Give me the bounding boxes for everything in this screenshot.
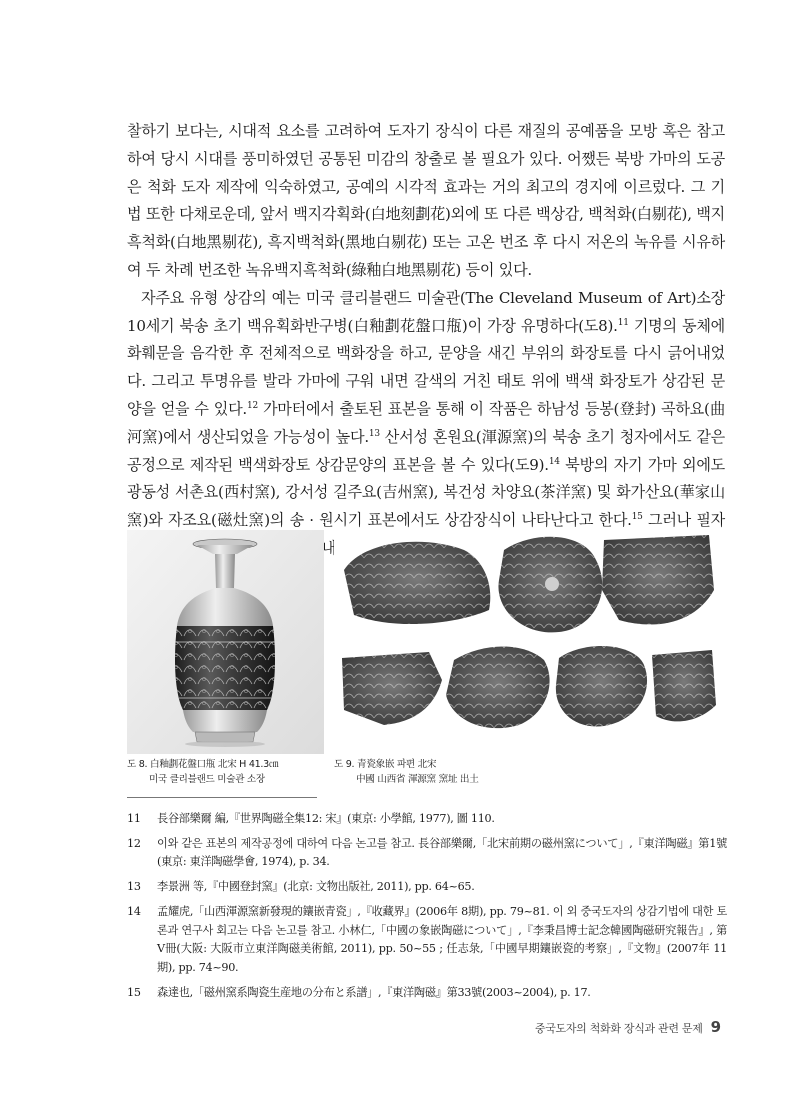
paragraph-text: 산서성 혼원요(渾源窯)의 북송 초기 청자에서도 같은 공정으로 제작된 백색화장토 상감문양의 표본을 볼 수 있다(도9).	[127, 427, 725, 474]
footnote-13	[127, 878, 727, 896]
paragraph-text: 기명의 동체에 화훼문을 음각한 후 전체적으로 백화장을 하고, 문양을 새긴 부위의 화장토를 다시 긁어내었다. 그리고 투명유를 발라 가마에 구워 내면 갈색의 거친 태토 위에 백색 화장토가 상감된 문양을 얻을 수 있다.	[127, 316, 725, 418]
running-title: 중국도자의 척화화 장식과 관련 문제	[534, 1022, 703, 1035]
footnote-text: 長谷部樂爾 編,『世界陶磁全集12: 宋』(東京: 小學館, 1977), 圖 110.	[157, 812, 495, 825]
figure-8-caption-line1: 도 8. 白釉劃花盤口甁 北宋 H 41.3㎝	[127, 759, 279, 770]
footnote-reference[interactable]: 15	[631, 512, 643, 523]
page-number: 9	[710, 1018, 721, 1036]
paragraph-text: 북방의 자기 가마 외에도 광동성 서촌요(西村窯), 강서성 길주요(吉州窯), 복건성 차양요(茶洋窯) 및 화가산요(華家山窯)와 자조요(磁灶窯)의 송 · 원시기 표본에서도 상감장식이 나타난다고 한다.	[127, 455, 725, 530]
footnote-reference[interactable]: 11	[617, 317, 629, 328]
figure-9-caption	[334, 757, 594, 787]
body-paragraph	[127, 285, 725, 563]
footnote-number: 11	[127, 812, 141, 825]
footnote-number: 15	[127, 985, 141, 999]
page-footer	[535, 1018, 721, 1036]
footnote-text: 이와 같은 표본의 제작공정에 대하여 다음 논고를 참고. 長谷部樂爾,「北宋前期の磁州窯について」,『東洋陶磁』第1號(東京: 東洋陶磁學會, 1974), p. 34.	[157, 837, 727, 869]
footnote-text: 孟耀虎,「山西渾源窯新發現的鑲嵌青瓷」,『收藏界』(2006年 8期), pp. 79~81. 이 외 중국도자의 상감기법에 대한 토론과 연구사 회고는 다음 논고를 참고. 小林仁,「中國の象嵌陶磁について」,『李秉昌博士記念韓國陶磁研究報告』, 第V冊(大阪: 大阪市立東洋陶磁美術館, 2011), pp. 50~55 ; 任志彔,「中國早期鑲嵌瓷的考察」,『文物』(2007年 11期), pp. 74~90.	[157, 905, 727, 974]
paragraph-text: 가마터에서 출토된 표본을 통해 이 작품은 하남성 등봉(登封) 곡하요(曲河窯)에서 생산되었을 가능성이 높다.	[127, 399, 725, 446]
body-text	[127, 118, 725, 563]
footnotes	[127, 810, 727, 1009]
paragraph-text: 그러나 필자	[647, 511, 725, 530]
footnote-15	[127, 984, 727, 1002]
vase-image	[127, 530, 324, 754]
footnote-number: 14	[127, 905, 141, 919]
paragraph-text: 찰하기 보다는, 시대적 요소를 고려하여 도자기 장식이 다른 재질의 공예품을 모방 혹은 참고하여 당시 시대를 풍미하였던 공통된 미감의 창출로 볼 필요가 있다. 어쨌든 북방 가마의 도공은 척화 도자 제작에 익숙하였고, 공예의 시각적 효과는 거의 최고의 경지에 이르렀다. 그 기법 또한 다채로운데, 앞서 백지각획화(白地刻劃花)외에 또 다른 백상감, 백척화(白剔花), 백지흑척화(白地黑剔花), 흑지백척화(黑地白剔花) 또는 고온 번조 후 다시 저온의 녹유를 시유하여 두 차례 번조한 녹유백지흑척화(綠釉白地黑剔花) 등이 있다.	[127, 122, 725, 279]
paragraph-text: 자주요 유형 상감의 예는 미국 클리블랜드 미술관(The Cleveland Museum of Art)소장 10세기 북송 초기 백유획화반구병(白釉劃花盤口甁)이 가장 유명하다(도8).	[127, 288, 725, 335]
footnote-text: 李景洲 等,『中國登封窯』(北京: 文物出版社, 2011), pp. 64~65.	[157, 880, 475, 894]
figure-9-caption-line2: 中國 山西省 渾源窯 窯址 出土	[356, 774, 479, 785]
figure-8-caption	[127, 757, 327, 787]
shards-image	[334, 530, 721, 754]
footnote-reference[interactable]: 14	[548, 456, 560, 467]
footnote-reference[interactable]: 13	[368, 428, 380, 439]
footnote-reference[interactable]: 12	[246, 400, 258, 411]
figure-8-caption-line2: 미국 클리블랜드 미술관 소장	[149, 774, 265, 785]
figure-9-shards-photo	[334, 530, 721, 754]
figure-9-caption-line1: 도 9. 青瓷象嵌 파편 北宋	[334, 759, 437, 770]
footnote-divider	[127, 797, 317, 798]
footnote-11	[127, 810, 727, 828]
footnote-number: 13	[127, 880, 141, 894]
footnote-number: 12	[127, 837, 141, 850]
body-paragraph	[127, 118, 725, 285]
footnote-14	[127, 903, 727, 977]
footnote-12	[127, 835, 727, 872]
footnote-text: 森達也,「磁州窯系陶瓷生産地の分布と系譜」,『東洋陶磁』第33號(2003~2004), p. 17.	[157, 985, 591, 999]
figure-8-vase-photo	[127, 530, 324, 754]
